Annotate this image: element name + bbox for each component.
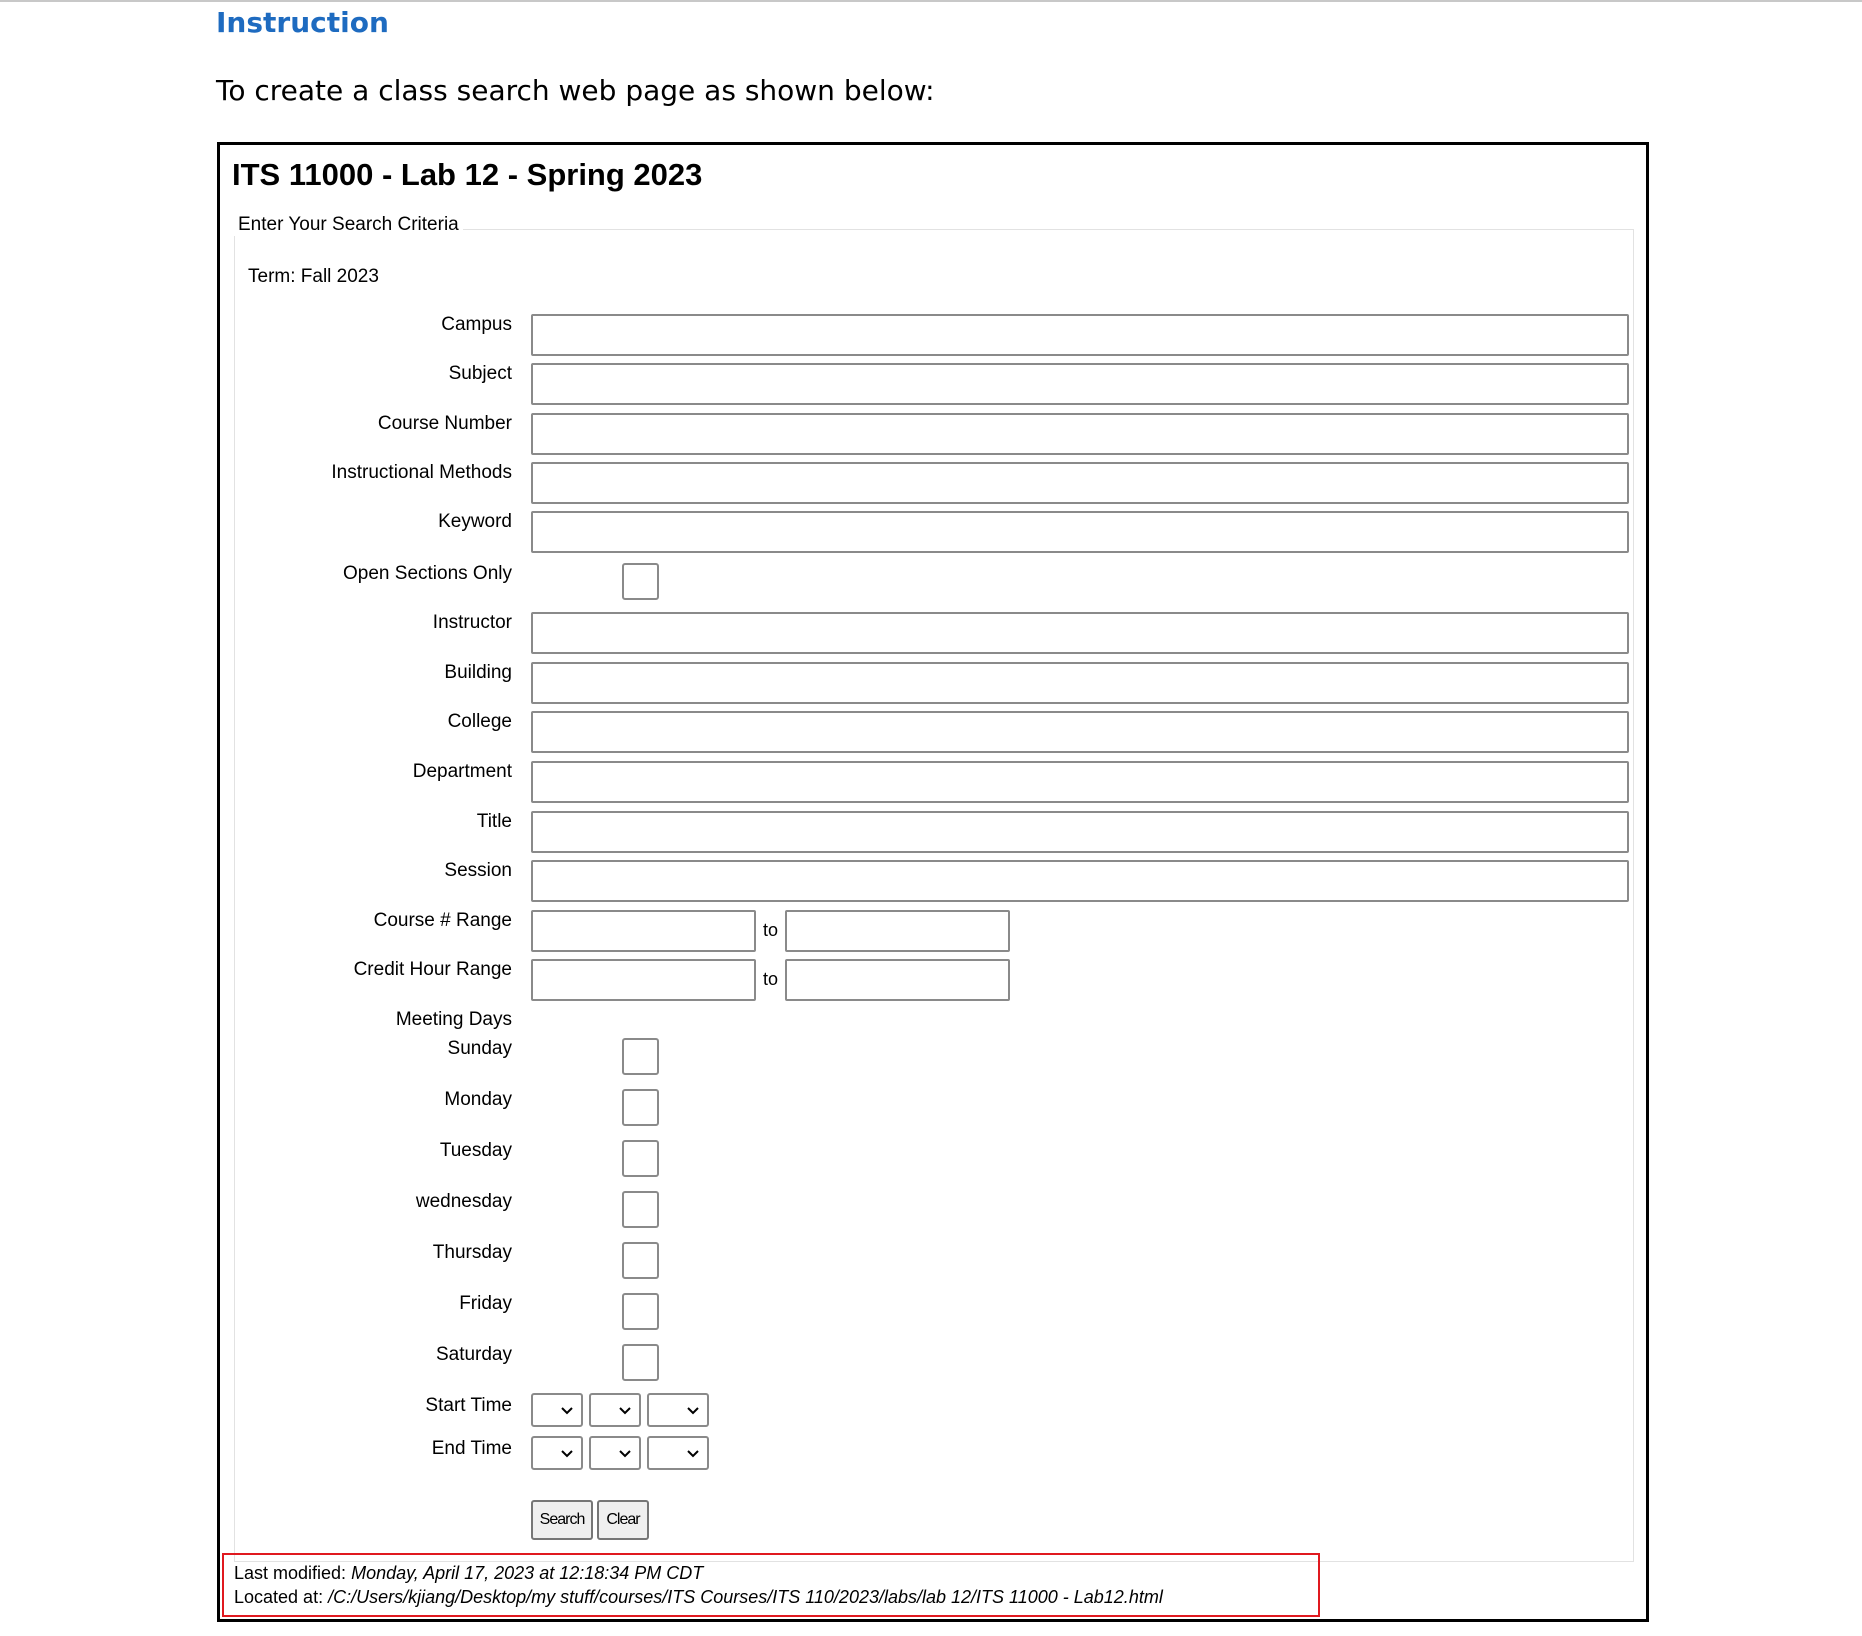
campus-input[interactable]	[531, 314, 1629, 356]
located-at-label: Located at:	[234, 1587, 324, 1607]
day-checkbox-thursday[interactable]	[622, 1242, 659, 1279]
session-input[interactable]	[531, 860, 1629, 902]
course-range-from-input[interactable]	[531, 910, 756, 952]
chevron-down-icon	[683, 1440, 703, 1466]
course-range-label: Course # Range	[373, 910, 512, 931]
course-range-to-input[interactable]	[785, 910, 1010, 952]
day-checkbox-saturday[interactable]	[622, 1344, 659, 1381]
last-modified-value: Monday, April 17, 2023 at 12:18:34 PM CDT	[351, 1563, 704, 1583]
top-divider	[0, 0, 1862, 2]
credit-hour-range-label: Credit Hour Range	[353, 959, 512, 980]
course-number-label: Course Number	[377, 413, 512, 434]
start-time-label: Start Time	[425, 1395, 512, 1416]
title-input[interactable]	[531, 811, 1629, 853]
meeting-days-label: Meeting Days	[395, 1009, 512, 1030]
instructional-methods-label: Instructional Methods	[331, 462, 512, 483]
chevron-down-icon	[557, 1397, 577, 1423]
subject-input[interactable]	[531, 363, 1629, 405]
college-input[interactable]	[531, 711, 1629, 753]
credit-hour-range-to-label: to	[763, 969, 779, 989]
title-label: Title	[476, 811, 512, 832]
end-time-ampm-select[interactable]	[647, 1436, 709, 1470]
subject-label: Subject	[448, 363, 512, 384]
day-label-friday: Friday	[459, 1293, 512, 1314]
located-at-line	[234, 1587, 1163, 1608]
instruction-text: To create a class search web page as shown below:	[216, 74, 935, 107]
day-label-wednesday: wednesday	[415, 1191, 512, 1212]
day-checkbox-friday[interactable]	[622, 1293, 659, 1330]
term-label: Term: Fall 2023	[248, 266, 379, 287]
day-label-tuesday: Tuesday	[439, 1140, 512, 1161]
located-at-value: /C:/Users/kjiang/Desktop/my stuff/courses/ITS Courses/ITS 110/2023/labs/lab 12/ITS 11000 - Lab12.html	[328, 1587, 1163, 1607]
keyword-label: Keyword	[438, 511, 512, 532]
page-footer	[222, 1553, 1320, 1617]
course-range-to-label: to	[763, 920, 779, 940]
page-title: ITS 11000 - Lab 12 - Spring 2023	[232, 157, 703, 192]
instruction-heading: Instruction	[216, 6, 389, 39]
campus-label: Campus	[441, 314, 512, 335]
credit-hour-range-to-input[interactable]	[785, 959, 1010, 1001]
course-number-input[interactable]	[531, 413, 1629, 455]
fieldset-legend: Enter Your Search Criteria	[234, 214, 463, 236]
college-label: College	[447, 711, 512, 732]
chevron-down-icon	[557, 1440, 577, 1466]
credit-hour-range-from-input[interactable]	[531, 959, 756, 1001]
day-label-sunday: Sunday	[447, 1038, 512, 1059]
department-input[interactable]	[531, 761, 1629, 803]
instructional-methods-input[interactable]	[531, 462, 1629, 504]
start-time-ampm-select[interactable]	[647, 1393, 709, 1427]
day-checkbox-sunday[interactable]	[622, 1038, 659, 1075]
day-checkbox-wednesday[interactable]	[622, 1191, 659, 1228]
day-label-monday: Monday	[444, 1089, 512, 1110]
last-modified-label: Last modified:	[234, 1563, 347, 1583]
day-label-thursday: Thursday	[432, 1242, 512, 1263]
building-label: Building	[444, 662, 512, 683]
last-modified-line	[234, 1563, 703, 1584]
day-checkbox-tuesday[interactable]	[622, 1140, 659, 1177]
clear-button[interactable]: Clear	[597, 1500, 649, 1540]
keyword-input[interactable]	[531, 511, 1629, 553]
day-label-saturday: Saturday	[435, 1344, 512, 1365]
end-time-hour-select[interactable]	[531, 1436, 583, 1470]
start-time-hour-select[interactable]	[531, 1393, 583, 1427]
end-time-label: End Time	[431, 1438, 512, 1459]
chevron-down-icon	[615, 1440, 635, 1466]
chevron-down-icon	[615, 1397, 635, 1423]
start-time-minute-select[interactable]	[589, 1393, 641, 1427]
screenshot-frame	[217, 142, 1649, 1622]
open-sections-only-checkbox[interactable]	[622, 563, 659, 600]
end-time-minute-select[interactable]	[589, 1436, 641, 1470]
search-button[interactable]: Search	[531, 1500, 593, 1540]
building-input[interactable]	[531, 662, 1629, 704]
open-sections-only-label: Open Sections Only	[343, 563, 512, 584]
chevron-down-icon	[683, 1397, 703, 1423]
department-label: Department	[412, 761, 512, 782]
day-checkbox-monday[interactable]	[622, 1089, 659, 1126]
instructor-label: Instructor	[432, 612, 512, 633]
instructor-input[interactable]	[531, 612, 1629, 654]
session-label: Session	[444, 860, 512, 881]
